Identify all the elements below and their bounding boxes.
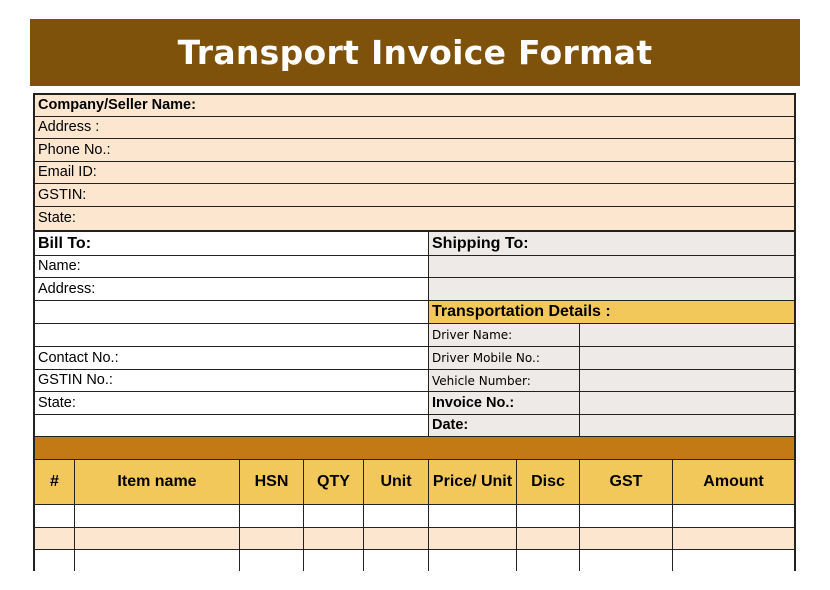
bill-to-blank-line: [33, 414, 428, 436]
item-cell: [33, 549, 74, 571]
item-cell: [579, 527, 672, 550]
shipping-to-heading: Shipping To:: [428, 230, 796, 255]
bill-to-heading: Bill To:: [33, 230, 428, 255]
col-header-number: #: [33, 459, 74, 504]
bill-to-address-line: [33, 300, 428, 323]
invoice-number-label: Invoice No.:: [428, 391, 579, 414]
item-cell: [363, 527, 428, 550]
bill-to-address-field: Address:: [33, 277, 428, 300]
transport-details-heading: Transportation Details :: [428, 300, 796, 323]
company-name-field: Company/Seller Name:: [33, 93, 796, 116]
item-cell: [363, 504, 428, 527]
shipping-to-line: [428, 277, 796, 300]
item-cell: [579, 504, 672, 527]
driver-mobile-label: Driver Mobile No.:: [428, 346, 579, 369]
item-cell: [672, 549, 796, 571]
item-cell: [74, 504, 239, 527]
page-title: Transport Invoice Format: [177, 33, 653, 72]
bill-to-state-field: State:: [33, 391, 428, 414]
shipping-to-line: [428, 255, 796, 277]
title-banner: [30, 19, 800, 86]
col-header-price-unit: Price/ Unit: [428, 459, 516, 504]
driver-mobile-value: [579, 346, 796, 369]
col-header-hsn: HSN: [239, 459, 303, 504]
col-header-disc: Disc: [516, 459, 579, 504]
item-cell: [239, 527, 303, 550]
item-cell: [74, 527, 239, 550]
email-field: Email ID:: [33, 161, 796, 183]
driver-name-label: Driver Name:: [428, 323, 579, 346]
item-cell: [428, 504, 516, 527]
item-cell: [516, 527, 579, 550]
col-header-item-name: Item name: [74, 459, 239, 504]
item-cell: [516, 549, 579, 571]
item-cell: [33, 504, 74, 527]
col-header-qty: QTY: [303, 459, 363, 504]
col-header-gst: GST: [579, 459, 672, 504]
bill-to-gstin-field: GSTIN No.:: [33, 369, 428, 391]
bill-to-address-line: [33, 323, 428, 346]
item-cell: [33, 527, 74, 550]
phone-field: Phone No.:: [33, 138, 796, 161]
bill-to-contact-field: Contact No.:: [33, 346, 428, 369]
state-field: State:: [33, 206, 796, 230]
item-cell: [74, 549, 239, 571]
col-header-amount: Amount: [672, 459, 796, 504]
vehicle-number-label: Vehicle Number:: [428, 369, 579, 391]
col-header-unit: Unit: [363, 459, 428, 504]
item-cell: [363, 549, 428, 571]
item-cell: [303, 504, 363, 527]
item-cell: [672, 504, 796, 527]
item-cell: [303, 549, 363, 571]
address-field: Address :: [33, 116, 796, 138]
driver-name-value: [579, 323, 796, 346]
item-cell: [579, 549, 672, 571]
item-cell: [239, 504, 303, 527]
separator-bar: [33, 436, 796, 459]
invoice-number-value: [579, 391, 796, 414]
item-cell: [428, 549, 516, 571]
item-cell: [672, 527, 796, 550]
vehicle-number-value: [579, 369, 796, 391]
date-label: Date:: [428, 414, 579, 436]
item-cell: [428, 527, 516, 550]
item-cell: [303, 527, 363, 550]
date-value: [579, 414, 796, 436]
item-cell: [516, 504, 579, 527]
invoice-sheet: [33, 93, 796, 571]
item-cell: [239, 549, 303, 571]
gstin-field: GSTIN:: [33, 183, 796, 206]
bill-to-name-field: Name:: [33, 255, 428, 277]
